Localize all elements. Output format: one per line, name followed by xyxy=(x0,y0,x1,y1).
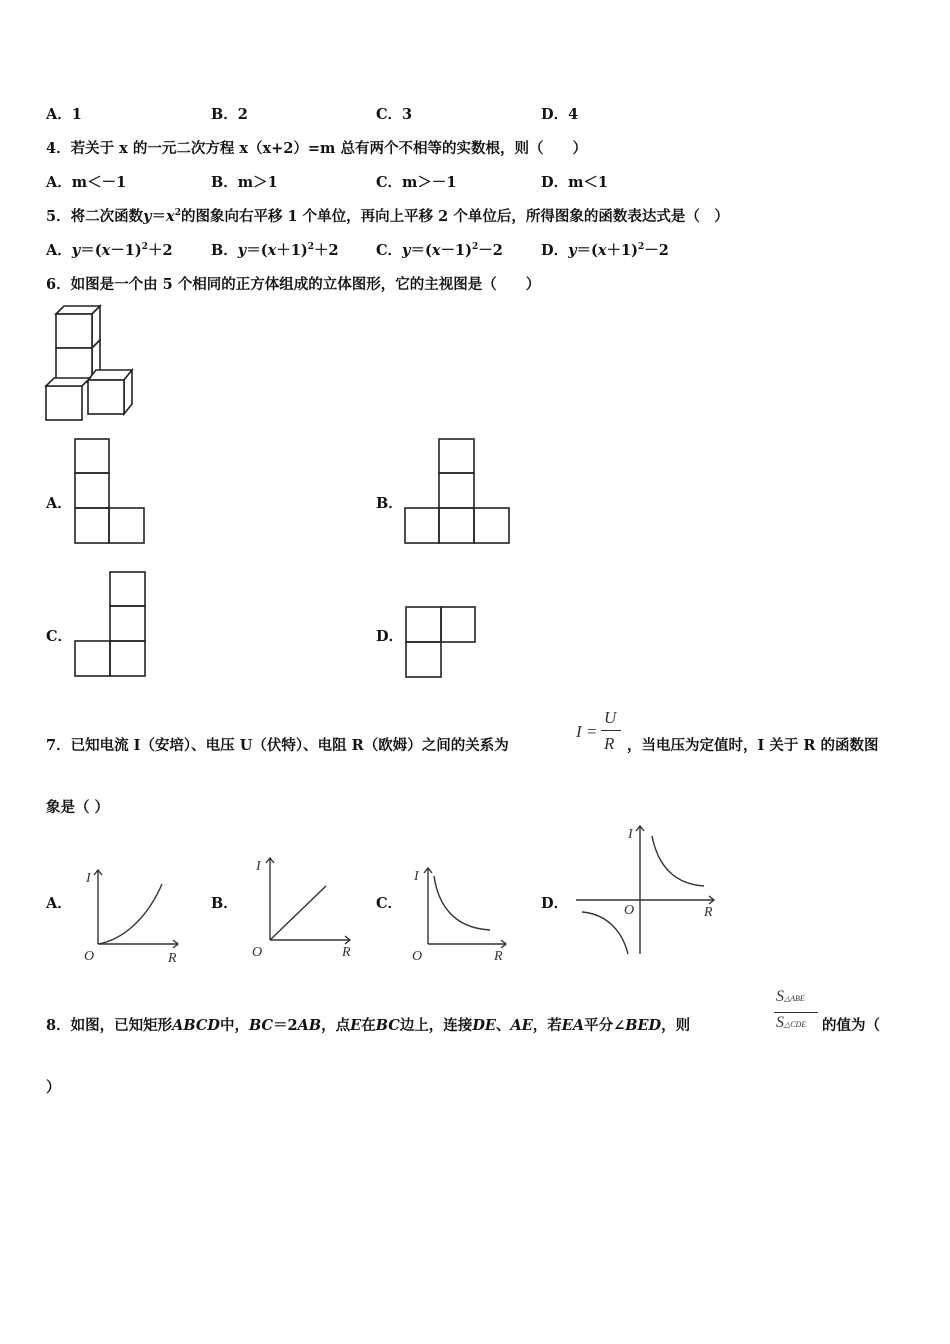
q7-option-a-axis-x: R xyxy=(168,951,177,966)
q7-option-b-origin: O xyxy=(252,945,263,960)
q7-option-a-axis-y: I xyxy=(86,871,91,886)
q7-option-a: A． xyxy=(46,895,72,912)
q4-option-b: B．m＞1 xyxy=(211,174,278,191)
q6-option-b: B． xyxy=(376,495,403,512)
q5-stem: 5．将二次函数$y=x^2$的图象向右平移 1 个单位，再向上平移 2 个单位后，所得图象的函数表达式是（ ） xyxy=(46,208,729,225)
q7-option-c-origin: O xyxy=(412,949,423,964)
q7-option-c: C． xyxy=(376,895,403,912)
q7-option-d-origin: O xyxy=(624,903,635,918)
q6-solid-figure xyxy=(44,304,136,426)
q7-option-c-axis-y: I xyxy=(414,869,419,884)
q7-option-b-graph xyxy=(248,852,360,962)
q3-option-c: C．3 xyxy=(376,106,413,123)
q7-option-c-graph xyxy=(408,864,512,964)
q7-formula-lhs: I = xyxy=(576,722,598,741)
q7-option-b-axis-x: R xyxy=(342,945,351,960)
q4-option-d: D．m＜1 xyxy=(541,174,609,191)
q6-option-b-figure xyxy=(404,438,512,546)
q6-option-d: D． xyxy=(376,628,404,645)
q7-stem-part1: 7．已知电流 I（安培）、电压 U（伏特）、电阻 R（欧姆）之间的关系为 xyxy=(46,737,509,754)
q7-stem-part3: 象是（ ） xyxy=(46,799,110,816)
q5-option-c: C．$y=(x-1)^2-2$ xyxy=(376,242,503,259)
q7-formula-numerator: U xyxy=(604,708,617,727)
q5-option-d: D．$y=(x+1)^2-2$ xyxy=(541,242,669,259)
q5-option-a: A．$y=(x-1)^2+2$ xyxy=(46,242,173,259)
q6-option-d-figure xyxy=(405,606,477,680)
q6-stem: 6．如图是一个由 5 个相同的正方体组成的立体图形，它的主视图是（ ） xyxy=(46,276,541,293)
q5-option-b: B．$y=(x+1)^2+2$ xyxy=(211,242,339,259)
q7-option-d-graph xyxy=(574,822,722,958)
q7-formula-denominator: R xyxy=(604,734,615,753)
q7-option-c-axis-x: R xyxy=(494,949,503,964)
q8-stem-part2: 的值为（ xyxy=(822,1017,880,1034)
q3-option-b: B．2 xyxy=(211,106,248,123)
q3-option-d: D．4 xyxy=(541,106,579,123)
q8-stem-part1: 8．如图，已知矩形ABCD中，BC＝2AB，点E在BC边上，连接DE、AE，若EA平分∠BED，则 xyxy=(46,1017,691,1034)
q6-option-a-figure xyxy=(74,438,146,546)
q7-option-b-axis-y: I xyxy=(256,859,261,874)
q4-option-a: A．m＜－1 xyxy=(46,174,127,191)
q7-option-a-origin: O xyxy=(84,949,95,964)
q4-stem: 4．若关于 x 的一元二次方程 x（x+2）=m 总有两个不相等的实数根，则（ ） xyxy=(46,140,587,157)
q8-stem-part3: ） xyxy=(46,1079,61,1096)
q3-option-a: A．1 xyxy=(46,106,82,123)
q6-option-c: C． xyxy=(46,628,73,645)
q7-option-d-axis-x: R xyxy=(704,905,713,920)
q7-option-a-graph xyxy=(76,866,186,966)
q7-formula xyxy=(576,708,626,758)
q7-stem-part2: ，当电压为定值时，I 关于 R 的函数图 xyxy=(627,737,879,754)
q4-option-c: C．m＞－1 xyxy=(376,174,457,191)
q7-option-d-axis-y: I xyxy=(628,827,633,842)
q7-option-d: D． xyxy=(541,895,569,912)
q6-option-c-figure xyxy=(74,571,148,679)
q8-ratio-fraction: S△ABE S△CDE xyxy=(774,988,820,1040)
q6-option-a: A． xyxy=(46,495,72,512)
q7-option-b: B． xyxy=(211,895,238,912)
